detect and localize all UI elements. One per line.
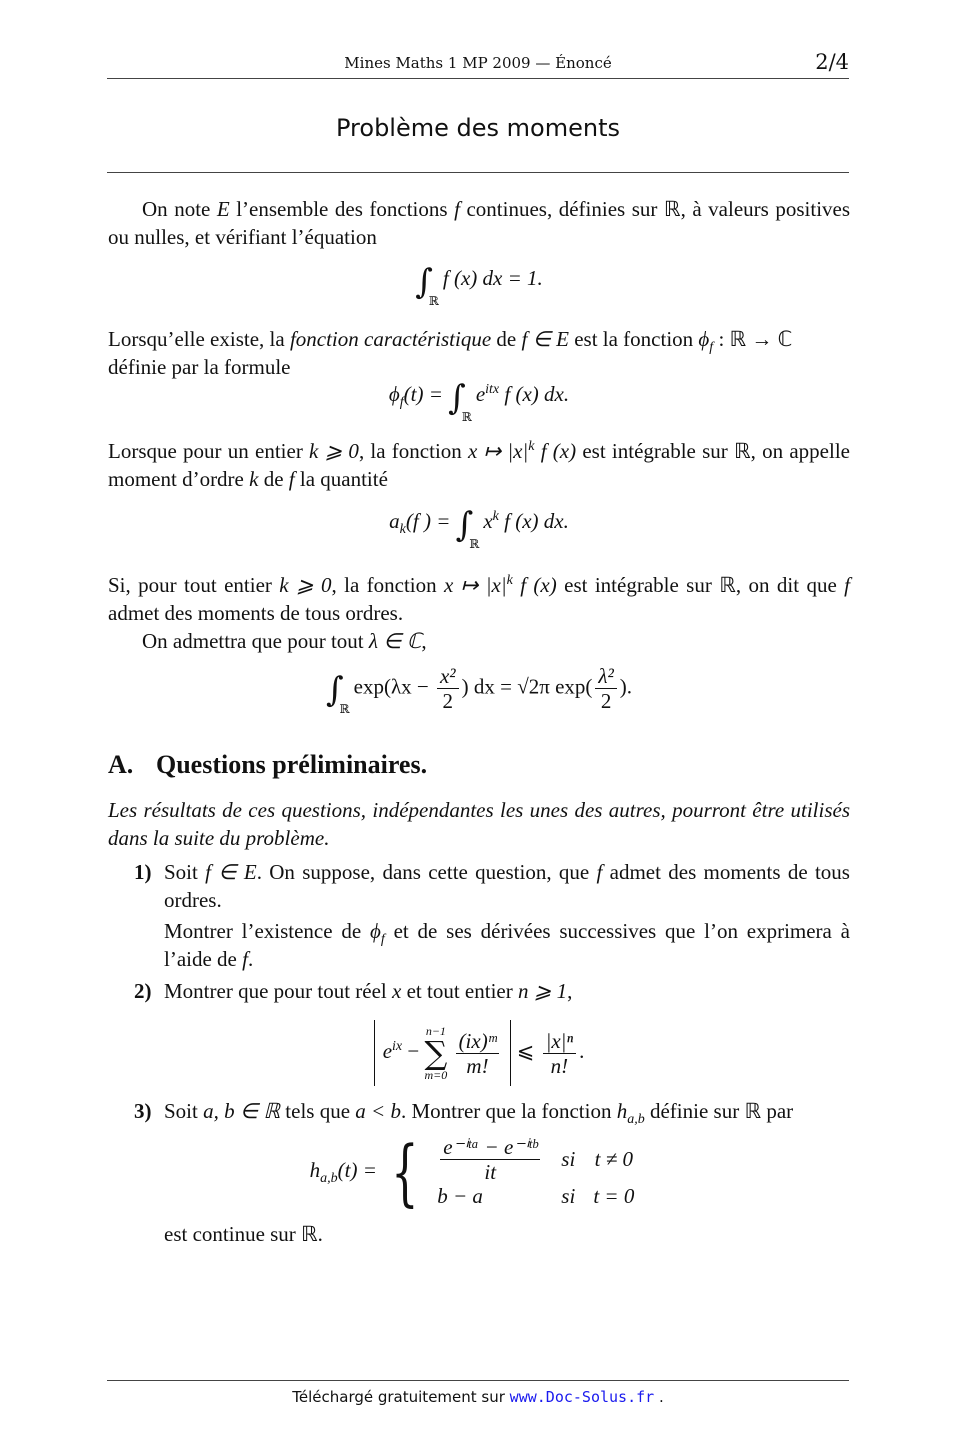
section-a-heading: A. Questions préliminaires. xyxy=(108,750,428,779)
question-1: 1) Soit f ∈ E. On suppose, dans cette question, que f admet des moments de tous ordres. Montrer l’existence de $\phi_f$ et de ses dérivées successives que l’on exprimera à l’aide de f. xyxy=(134,860,850,971)
question-3-conclusion: est continue sur ℝ. xyxy=(164,1222,323,1246)
equation-characteristic: $\phi_f(t) = \int_ℝe^{itx}$ f (x) dx. xyxy=(388,378,570,424)
header-title: Mines Maths 1 MP 2009 — Énoncé xyxy=(344,54,612,72)
intro-paragraph-1: On note E l’ensemble des fonctions f continues, définies sur ℝ, à valeurs positives ou nulles, et vérifiant l’équation xyxy=(108,197,851,249)
section-a-note: Les résultats de ces questions, indépendantes les unes des autres, pourront être utilisés dans la suite du problème. xyxy=(108,798,850,850)
fraction-x2-over-2: $\frac{\text{x²}}{2}$ xyxy=(437,664,459,713)
absolute-value: $e^{ix} - n-1$ ∑ m=0 $\frac{\text{(ix)ᵐ}}{m!}$ xyxy=(374,1020,512,1086)
equation-moment: $a_k(f$ ) = $\int_ℝx^k$ f (x) dx. xyxy=(389,505,569,551)
page-header xyxy=(107,48,849,79)
page-number: 2/4 xyxy=(815,50,849,74)
intro-paragraph-3: Lorsque pour un entier k ⩾ 0, la fonction x ↦ $|x|^k$ f (x) est intégrable sur ℝ, on appelle moment d’ordre k de f la quantité xyxy=(108,439,850,491)
intro-paragraph-2: Lorsqu’elle existe, la fonction caractéristique de f ∈ E est la fonction $\phi_f$ : ℝ → ℂ définie par la formule xyxy=(108,327,793,379)
piecewise-cases: $\frac{\text{e⁻ⁱᵗᵃ − e⁻ⁱᵗᵇ}}{it}$ si t ≠ 0 b − a si t = 0 xyxy=(437,1135,635,1208)
equation-piecewise: $h_{a,b}(t)$ = { $\frac{\text{e⁻ⁱᵗᵃ − e⁻ⁱᵗᵇ}}{it}$ si t ≠ 0 b − a si t = 0 xyxy=(108,1135,850,1209)
equation-gaussian: $\int_ℝ\exp(\lambda x$ − $\frac{\text{x²}}{2}$ ) dx = √2π exp( $\frac{\text{λ²}}{2}$ ). xyxy=(325,664,633,717)
fraction-series-term: $\frac{\text{(ix)ᵐ}}{m!}$ xyxy=(456,1029,500,1078)
equation-inequality: $e^{ix} - n-1$ ∑ m=0 $\frac{\text{(ix)ᵐ}}{m!}$ ⩽ $\frac{\text{|x|ⁿ}}{n!}$ . xyxy=(108,1020,850,1086)
page-footer: Téléchargé gratuitement sur www.Doc-Solus.fr . xyxy=(292,1388,664,1406)
equation-normalization: $\int_ℝf$ (x) dx = 1. xyxy=(415,262,543,308)
question-2: 2) Montrer que pour tout réel x et tout entier n ⩾ 1, xyxy=(134,979,573,1003)
summation: n−1 ∑ m=0 xyxy=(424,1024,448,1082)
fraction-bound: $\frac{\text{|x|ⁿ}}{n!}$ xyxy=(543,1029,576,1078)
intro-paragraph-5: On admettra que pour tout λ ∈ ℂ, xyxy=(142,629,427,653)
footer-rule xyxy=(107,1380,849,1381)
question-3: 3) Soit a, b ∈ ℝ tels que a < b. Montrer que la fonction $h_{a,b}$ définie sur ℝ par xyxy=(134,1099,794,1128)
intro-paragraph-4: Si, pour tout entier k ⩾ 0, la fonction x ↦ $|x|^k$ f (x) est intégrable sur ℝ, on dit que f admet des moments de tous ordres. xyxy=(108,573,850,625)
problem-title: Problème des moments xyxy=(336,114,620,142)
doc-solus-link[interactable]: www.Doc-Solus.fr xyxy=(509,1388,655,1406)
title-rule xyxy=(107,172,849,173)
fraction-lambda2-over-2: $\frac{\text{λ²}}{2}$ xyxy=(595,664,616,713)
